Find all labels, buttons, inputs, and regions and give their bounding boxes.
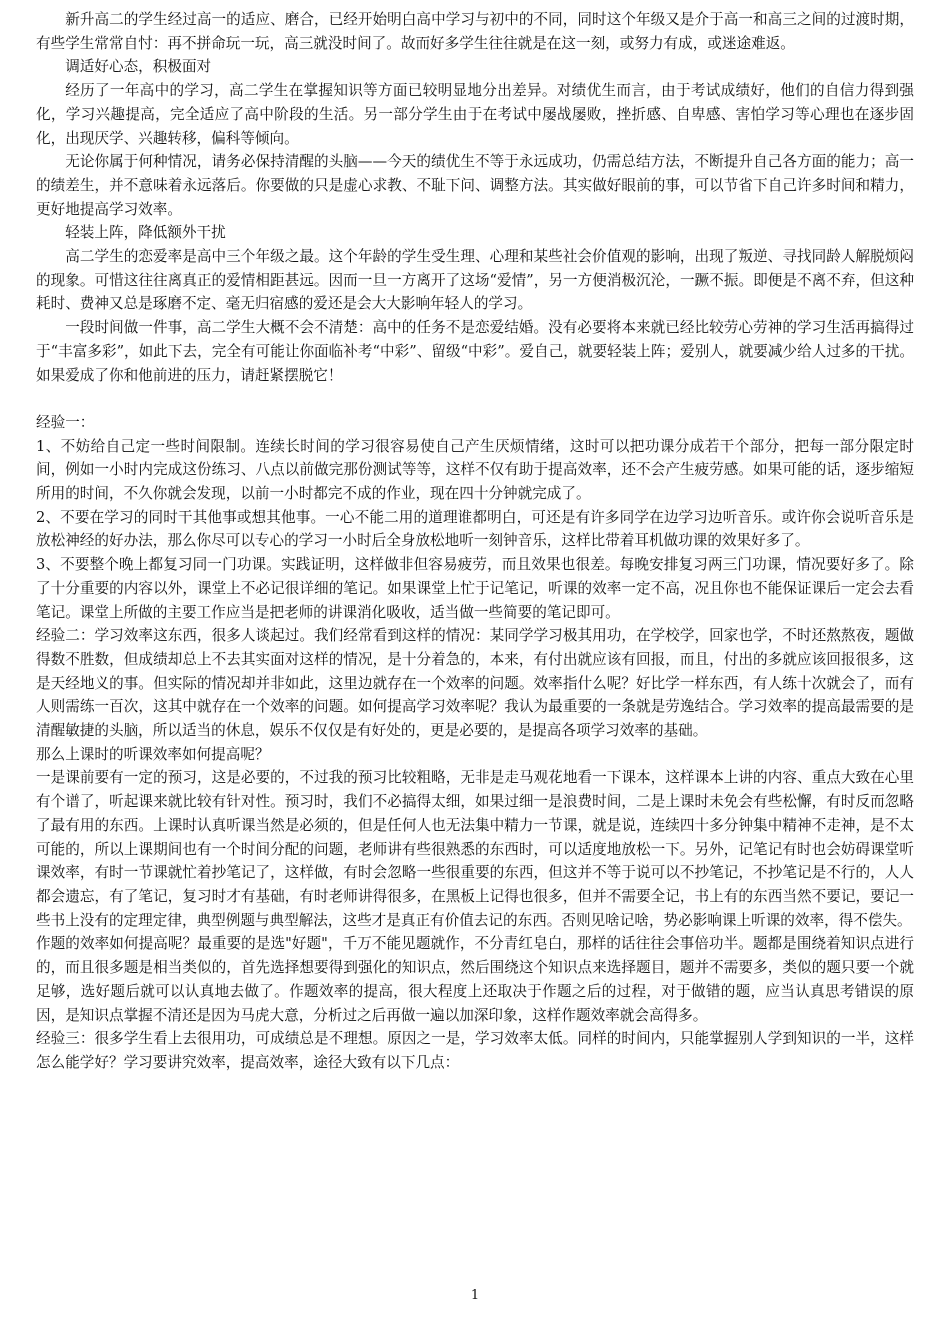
intro-paragraph: 新升高二的学生经过高一的适应、磨合，已经开始明白高中学习与初中的不同，同时这个年级又是介于高一和高三之间的过渡时期，有些学生常常自忖：再不拼命玩一玩，高三就没时间了。故而好多学生往往就是在这一刻，或努力有成，或迷途难返。 [36, 11, 914, 52]
exercise-efficiency-paragraph: 作题的效率如何提高呢？最重要的是选"好题"，千万不能见题就作，不分青红皂白，那样的话往往会事倍功半。题都是围绕着知识点进行的，而且很多题是相当类似的，首先选择想要得到强化的知识点，然后围绕这个知识点来选择题目，题并不需要多，类似的题只要一个就足够，选好题后就可以认真地去做了。作题效率的提高，很大程度上还取决于作题之后的过程，对于做错的题，应当认真思考错误的原因，是知识点掌握不清还是因为马虎大意，分析过之后再做一遍以加深印象，这样作题效率就会高得多。 [36, 935, 914, 1024]
tip-item-1: 1、不妨给自己定一些时间限制。连续长时间的学习很容易使自己产生厌烦情绪，这时可以把功课分成若干个部分，把每一部分限定时间，例如一小时内完成这份练习、八点以前做完那份测试等等，这样不仅有助于提高效率，还不会产生疲劳感。如果可能的话，逐步缩短所用的时间，不久你就会发现，以前一小时都完不成的作业，现在四十分钟就完成了。 [36, 437, 914, 503]
experience-two-paragraph: 经验二：学习效率这东西，很多人谈起过。我们经常看到这样的情况：某同学学习极其用功，在学校学，回家也学，不时还熬熬夜，题做得数不胜数，但成绩却总上不去其实面对这样的情况，是十分着急的，本来，有付出就应该有回报，而且，付出的多就应该回报很多，这是天经地义的事。但实际的情况却并非如此，这里边就存在一个效率的问题。效率指什么呢？好比学一样东西，有人练十次就会了，而有人则需练一百次，这其中就存在一个效率的问题。如何提高学习效率呢？我认为最重要的一条就是劳逸结合。学习效率的提高最需要的是清醒敏捷的头脑，所以适当的休息，娱乐不仅仅是有好处的，更是必要的，是提高各项学习效率的基础。 [36, 627, 914, 740]
experience-one-heading: 经验一： [36, 413, 95, 431]
section-heading-distractions: 轻装上阵，降低额外干扰 [65, 224, 226, 242]
section-heading-mindset: 调适好心态，积极面对 [65, 58, 212, 76]
body-paragraph: 经历了一年高中的学习，高二学生在掌握知识等方面已较明显地分出差异。对绩优生而言，由于考试成绩好，他们的自信力得到强化，学习兴趣提高，完全适应了高中阶段的生活。另一部分学生由于在考试中屡战屡败，挫折感、自卑感、害怕学习等心理也在逐步固化，出现厌学、兴趣转移，偏科等倾向。 [36, 82, 914, 147]
tip-item-2: 2、不要在学习的同时干其他事或想其他事。一心不能二用的道理谁都明白，可还是有许多同学在边学习边听音乐。或许你会说听音乐是放松神经的好办法，那么你尽可以专心的学习一小时后全身放松地听一刻钟音乐，这样比带着耳机做功课的效果好多了。 [36, 508, 914, 550]
document-body [36, 8, 914, 1075]
tip-item-3: 3、不要整个晚上都复习同一门功课。实践证明，这样做非但容易疲劳，而且效果也很差。每晚安排复习两三门功课，情况要好多了。除了十分重要的内容以外，课堂上不必记很详细的笔记。如果课堂上忙于记笔记，听课的效率一定不高，况且你也不能保证课后一定会去看笔记。课堂上所做的主要工作应当是把老师的讲课消化吸收，适当做一些简要的笔记即可。 [36, 556, 914, 621]
lecture-efficiency-question: 那么上课时的听课效率如何提高呢？ [36, 745, 270, 763]
experience-three-paragraph: 经验三：很多学生看上去很用功，可成绩总是不理想。原因之一是，学习效率太低。同样的时间内，只能掌握别人学到知识的一半，这样怎么能学好？学习要讲究效率，提高效率，途径大致有以下几点： [36, 1030, 914, 1071]
body-paragraph: 无论你属于何种情况，请务必保持清醒的头脑——今天的绩优生不等于永远成功，仍需总结方法，不断提升自己各方面的能力；高一的绩差生，并不意味着永远落后。你要做的只是虚心求教、不耻下问、调整方法。其实做好眼前的事，可以节省下自己许多时间和精力，更好地提高学习效率。 [36, 153, 914, 218]
lecture-efficiency-paragraph: 一是课前要有一定的预习，这是必要的，不过我的预习比较粗略，无非是走马观花地看一下课本，这样课本上讲的内容、重点大致在心里有个谱了，听起课来就比较有针对性。预习时，我们不必搞得太细，如果过细一是浪费时间，二是上课时未免会有些松懈，有时反而忽略了最有用的东西。上课时认真听课当然是必须的，但是任何人也无法集中精力一节课，就是说，连续四十多分钟集中精神不走神，是不太可能的，所以上课期间也有一个时间分配的问题，老师讲有些很熟悉的东西时，可以适度地放松一下。另外，记笔记有时也会妨碍课堂听课效率，有时一节课就忙着抄笔记了，这样做，有时会忽略一些很重要的东西，但这并不等于说可以不抄笔记，不抄笔记是不行的，人人都会遗忘，有了笔记，复习时才有基础，有时老师讲得很多，在黑板上记得也很多，但并不需要全记，书上有的东西当然不要记，要记一些书上没有的定理定律，典型例题与典型解法，这些才是真正有价值去记的东西。否则见啥记啥，势必影响课上听课的效率，得不偿失。 [36, 769, 914, 929]
page-number: 1 [470, 1288, 480, 1303]
blank-line [36, 387, 914, 411]
body-paragraph: 一段时间做一件事，高二学生大概不会不清楚：高中的任务不是恋爱结婚。没有必要将本来就已经比较劳心劳神的学习生活再搞得过于“丰富多彩”，如此下去，完全有可能让你面临补考“中彩”、留级“中彩”。爱自己，就要轻装上阵；爱别人，就要减少给人过多的干扰。如果爱成了你和他前进的压力，请赶紧摆脱它！ [36, 319, 914, 384]
body-paragraph: 高二学生的恋爱率是高中三个年级之最。这个年龄的学生受生理、心理和某些社会价值观的影响，出现了叛逆、寻找同龄人解脱烦闷的现象。可惜这往往离真正的爱情相距甚远。因而一旦一方离开了这场“爱情”，另一方便消极沉沦，一蹶不振。即便是不离不弃，但这种耗时、费神又总是琢磨不定、毫无归宿感的爱还是会大大影响年轻人的学习。 [36, 248, 914, 313]
